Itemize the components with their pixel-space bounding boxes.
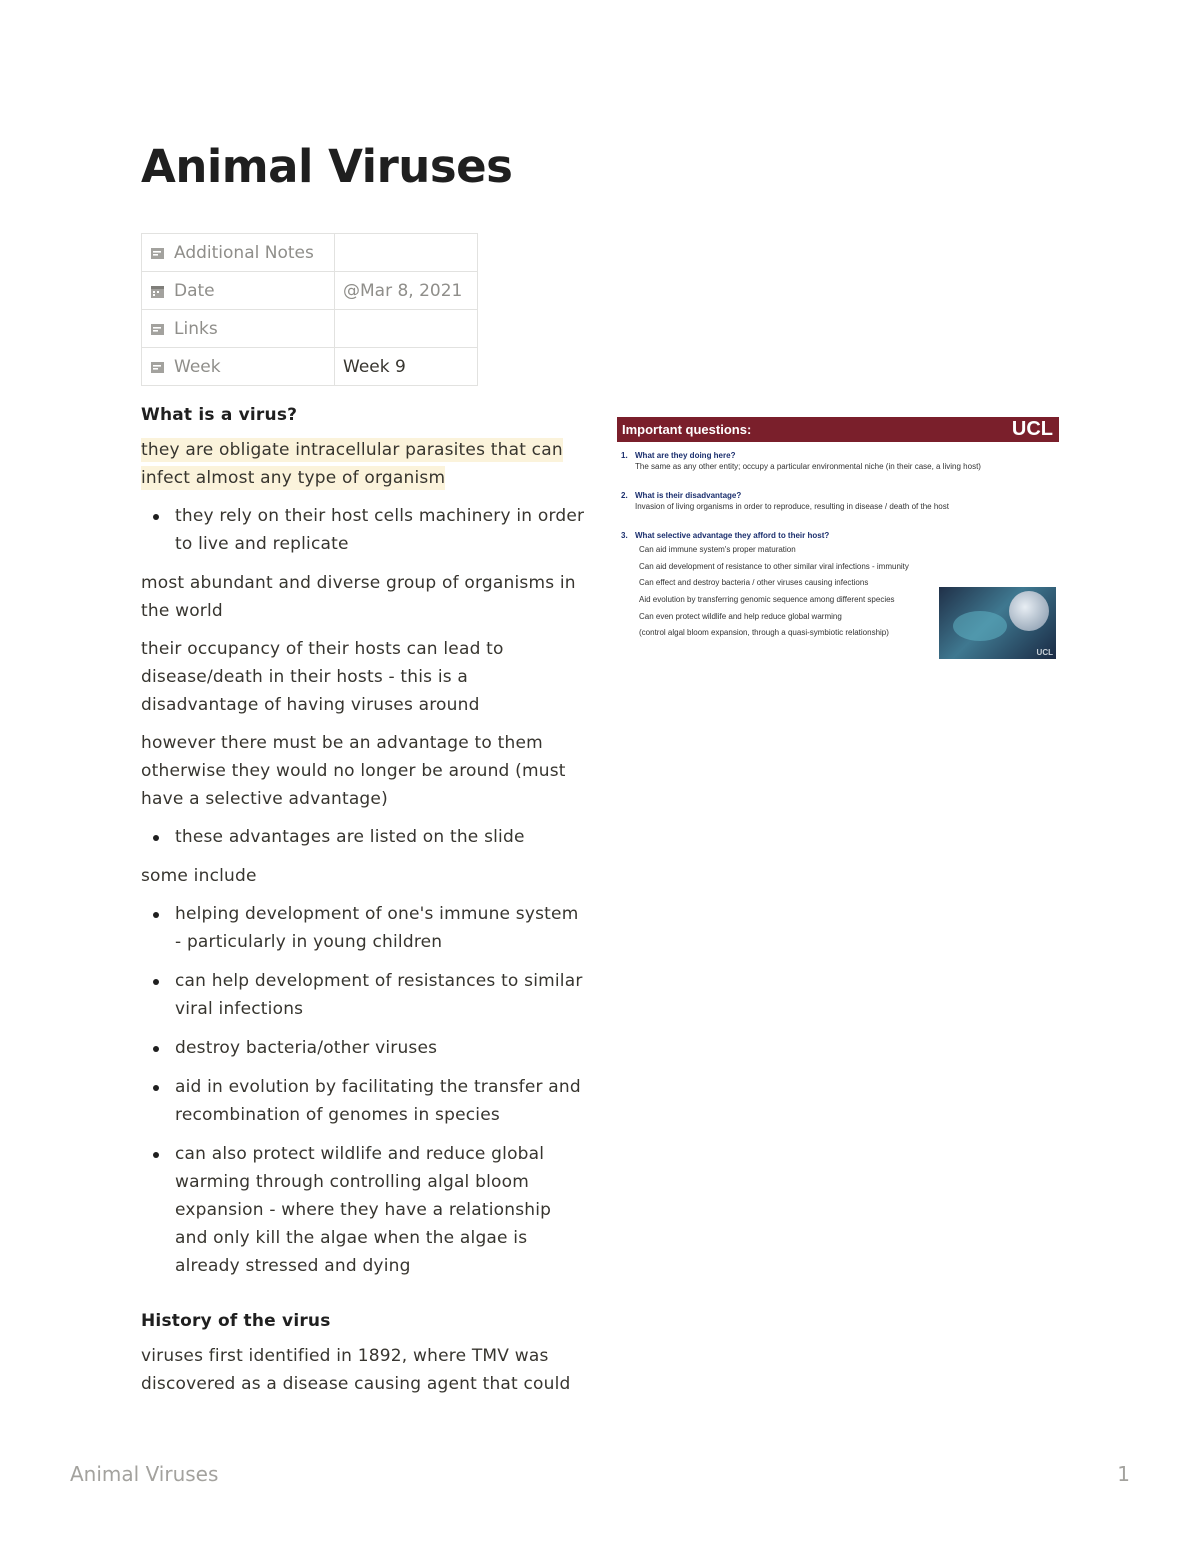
section-heading-what-is: What is a virus? (141, 405, 298, 425)
question-text: What are they doing here? (635, 451, 736, 460)
property-key: Week (174, 356, 221, 377)
list-item: helping development of one's immune system - particularly in young children (141, 900, 586, 956)
property-key-cell (142, 348, 335, 386)
slide-answer: The same as any other entity; occupy a particular environmental niche (in their case, a living host) (635, 462, 981, 471)
algal-bloom-virus-image (939, 587, 1056, 659)
list-item: can help development of resistances to similar viral infections (141, 967, 586, 1023)
footer-page-number: 1 (1117, 1462, 1130, 1486)
question-number: 3. (621, 531, 628, 540)
bullet-list (141, 502, 586, 558)
question-number: 1. (621, 451, 628, 460)
bullet-list (141, 823, 586, 851)
page-title: Animal Viruses (141, 140, 513, 193)
text-property-icon (150, 360, 165, 375)
algal-bloom-shape (953, 611, 1007, 641)
lecture-slide-image (617, 417, 1059, 662)
highlight-text: they are obligate intracellular parasites that can infect almost any type of organism (141, 440, 563, 488)
slide-question (621, 450, 1059, 461)
slide-subpoint: Can effect and destroy bacteria / other viruses causing infections (639, 578, 869, 588)
property-value[interactable]: Week 9 (335, 348, 478, 386)
calendar-icon (150, 284, 165, 299)
slide-answer: Invasion of living organisms in order to reproduce, resulting in disease / death of the host (635, 502, 949, 511)
image-watermark: UCL (1036, 648, 1053, 657)
property-key: Date (174, 280, 215, 301)
property-value[interactable]: @Mar 8, 2021 (335, 272, 478, 310)
slide-subpoint: Can even protect wildlife and help reduce global warming (639, 611, 842, 621)
question-number: 2. (621, 491, 628, 500)
property-row-date[interactable] (142, 272, 478, 310)
slide-subpoint: (control algal bloom expansion, through a quasi-symbiotic relationship) (639, 628, 889, 638)
paragraph: some include (141, 866, 257, 886)
slide-subpoint: Aid evolution by transferring genomic sequence among different species (639, 595, 895, 605)
property-row-additional-notes[interactable] (142, 234, 478, 272)
advantages-list (141, 900, 586, 1280)
list-item: these advantages are listed on the slide (141, 823, 586, 851)
property-key-cell (142, 310, 335, 348)
question-text: What is their disadvantage? (635, 491, 742, 500)
properties-table (141, 233, 478, 386)
ucl-logo: UCL (1011, 418, 1053, 440)
slide-title: Important questions: (622, 422, 752, 437)
paragraph: viruses first identified in 1892, where TMV was discovered as a disease causing agent that could (141, 1346, 571, 1394)
paragraph: most abundant and diverse group of organisms in the world (141, 573, 576, 621)
list-item: destroy bacteria/other viruses (141, 1034, 586, 1062)
text-property-icon (150, 246, 165, 261)
slide-subpoint: Can aid development of resistance to other similar viral infections - immunity (639, 561, 909, 571)
property-key-cell (142, 272, 335, 310)
page-content (141, 402, 586, 1408)
paragraph: however there must be an advantage to them otherwise they would no longer be around (must have a selective advantage) (141, 733, 566, 809)
property-key-cell (142, 234, 335, 272)
property-row-links[interactable] (142, 310, 478, 348)
question-text: What selective advantage they afford to their host? (635, 531, 830, 540)
property-key: Links (174, 318, 218, 339)
slide-subpoint: Can aid immune system's proper maturation (639, 545, 796, 554)
section-heading-history: History of the virus (141, 1311, 331, 1331)
text-property-icon (150, 322, 165, 337)
virus-particle-shape (1009, 591, 1049, 631)
slide-question (621, 530, 1059, 541)
slide-header (617, 417, 1059, 442)
property-value[interactable] (335, 234, 478, 272)
property-value[interactable] (335, 310, 478, 348)
list-item: they rely on their host cells machinery in order to live and replicate (141, 502, 586, 558)
property-key: Additional Notes (174, 242, 314, 263)
footer-title: Animal Viruses (70, 1462, 219, 1486)
highlighted-paragraph (141, 436, 586, 492)
list-item: can also protect wildlife and reduce global warming through controlling algal bloom expansion - where they have a relationship and only kill the algae when the algae is already stressed and dying (141, 1140, 586, 1280)
list-item: aid in evolution by facilitating the transfer and recombination of genomes in species (141, 1073, 586, 1129)
property-row-week[interactable] (142, 348, 478, 386)
paragraph: their occupancy of their hosts can lead to disease/death in their hosts - this is a disadvantage of having viruses around (141, 639, 504, 715)
slide-question (621, 490, 1059, 501)
